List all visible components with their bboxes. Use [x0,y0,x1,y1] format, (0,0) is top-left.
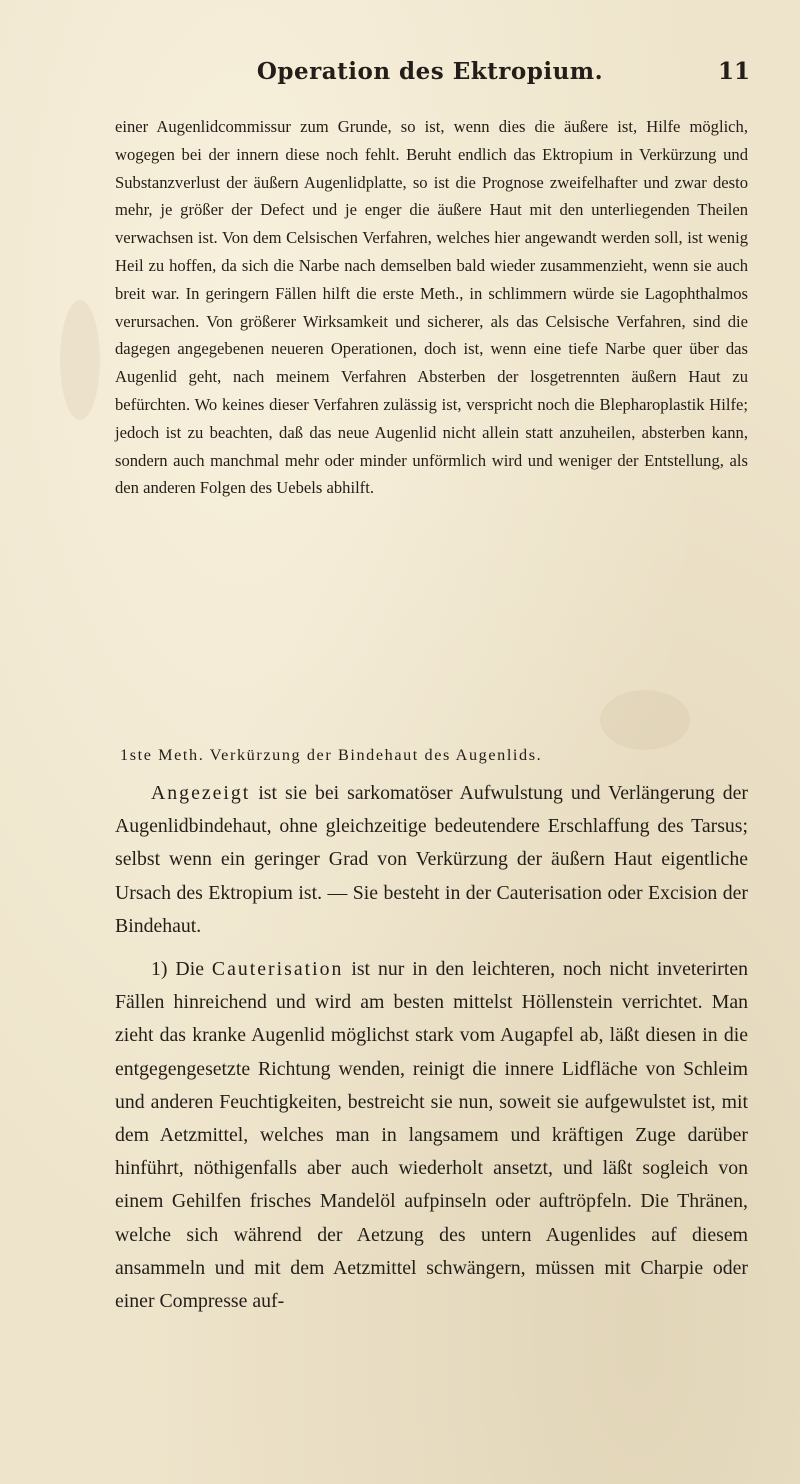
page-header [110,58,750,98]
paper-stain [60,300,100,420]
item-pre: Die [175,958,204,981]
paragraph-continuation: einer Augenlidcommissur zum Grunde, so ist, wenn dies die äußere ist, Hilfe möglich, wogegen bei der innern diese noch fehlt. Beruht endlich das Ektropium in Verkürzung und Substanzverlust der äußern Augenlidplatte, so ist die Prognose zweifelhafter und zwar desto mehr, je größer der Defect und je enger die äußere Haut mit den unterliegenden Theilen verwachsen ist. Von dem Celsischen Verfahren, welches hier angewandt werden soll, ist wenig Heil zu hoffen, da sich die Narbe nach demselben bald wieder zusammenzieht, wenn sie auch breit war. In geringern Fällen hilft die erste Meth., in schlimmern würde sie Lagophthalmos verursachen. Von größerer Wirksamkeit und sicherer, als das Celsische Verfahren, sind die dagegen angegebenen neueren Operationen, doch ist, wenn eine tiefe Narbe quer über das Augenlid geht, nach meinem Verfahren Absterben der losgetrennten äußern Haut zu befürchten. Wo keines dieser Verfahren zulässig ist, verspricht noch die Blepharoplastik Hilfe; jedoch ist zu beachten, daß das neue Augenlid nicht allein statt anzuheilen, absterben kann, sondern auch manchmal mehr oder minder unförmlich wird und weniger der Entstellung, als den anderen Folgen des Uebels abhilft. [115,117,748,498]
page-number: 11 [717,58,750,85]
indication-text: ist sie bei sarkomatöser Aufwulstung und Verlängerung der Augenlidbindehaut, ohne gleichzeitige bedeutendere Erschlaffung des Tarsus; selbst wenn ein geringer Grad von Verkürzung der äußern Haut eigentliche Ursach des Ektropium ist. — Sie besteht in der Cauterisation oder Excision der Bindehaut. [115,782,748,937]
indication-lead: Angezeigt [151,782,251,804]
item-term: Cauterisation [211,958,344,981]
indication-paragraph [115,777,748,943]
item-1-paragraph [115,953,748,1318]
running-title: Operation des Ektropium. [256,58,604,85]
main-text [115,777,748,1318]
paper-stain [600,690,690,750]
item-number: 1) [151,958,168,981]
method-heading: 1ste Meth. Verkürzung der Bindehaut des Augenlids. [120,746,543,764]
item-text: ist nur in den leichteren, noch nicht inveterirten Fällen hinreichend und wird am besten mittelst Höllenstein verrichtet. Man zieht das kranke Augenlid möglichst stark vom Augapfel ab, läßt diesen in die entgegengesetzte Richtung wenden, reinigt die innere Lidfläche von Schleim und anderen Feuchtigkeiten, bestreicht sie nun, soweit sie aufgewulstet ist, mit dem Aetzmittel, welches man in langsamem und kräftigen Zuge darüber hinführt, nöthigenfalls aber auch wiederholt ansetzt, und läßt sogleich von einem Gehilfen frisches Mandelöl aufpinseln oder auftröpfeln. Die Thränen, welche sich während der Aetzung des untern Augenlides auf diesem ansammeln und mit dem Aetzmittel schwängern, müssen mit Charpie oder einer Compresse auf- [115,958,748,1313]
